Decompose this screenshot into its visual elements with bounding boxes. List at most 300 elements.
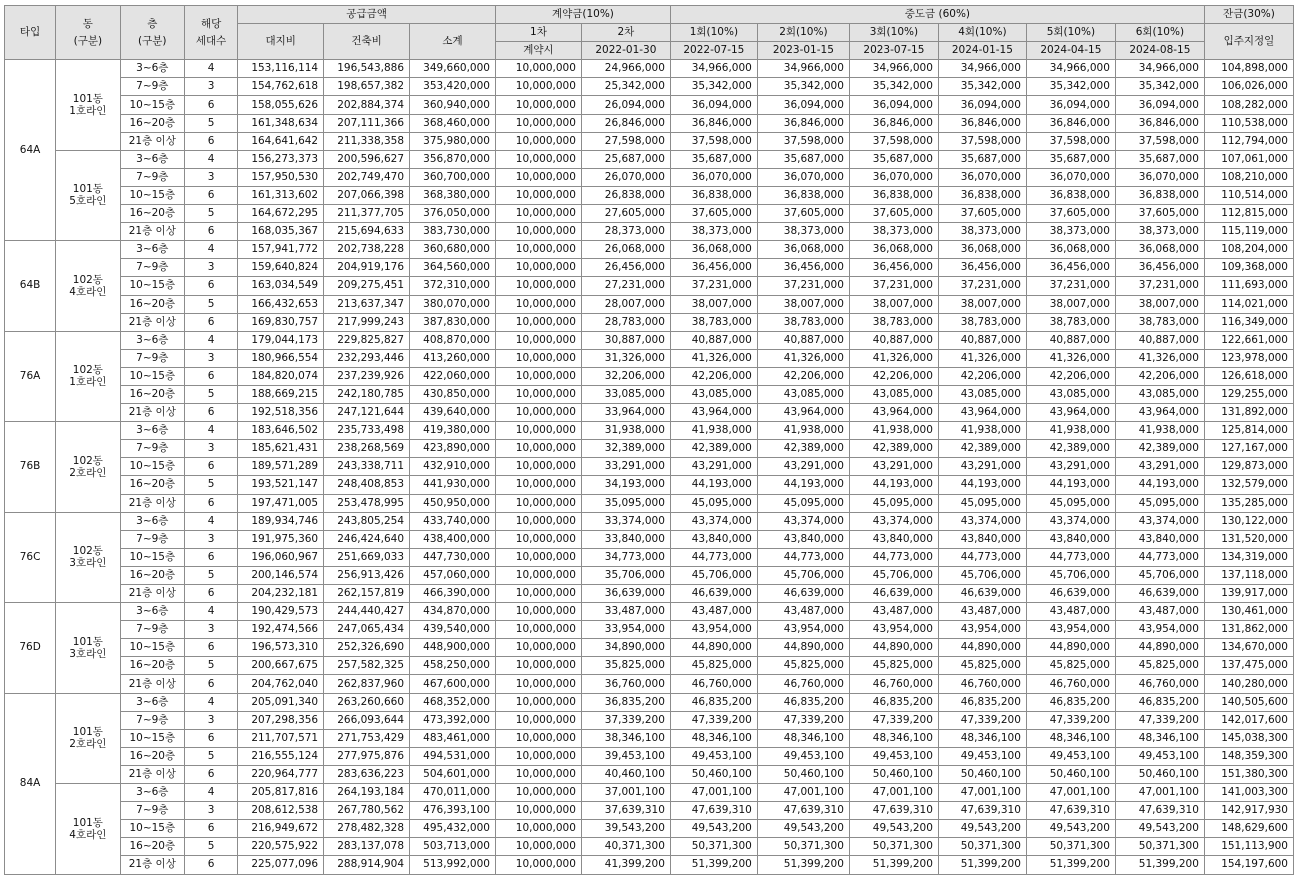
middle-6-cell: 47,339,200	[1115, 711, 1204, 729]
table-row	[5, 132, 1294, 150]
middle-5-cell: 41,326,000	[1026, 349, 1115, 367]
balance-cell: 107,061,000	[1204, 150, 1293, 168]
subtotal-cell: 457,060,000	[410, 566, 496, 584]
subtotal-cell: 430,850,000	[410, 385, 496, 403]
middle-5-cell: 36,070,000	[1026, 168, 1115, 186]
middle-4-cell: 43,085,000	[938, 385, 1026, 403]
contract-1-cell: 10,000,000	[495, 277, 581, 295]
middle-3-cell: 43,291,000	[849, 458, 938, 476]
contract-2-cell: 35,825,000	[581, 657, 670, 675]
balance-cell: 123,978,000	[1204, 349, 1293, 367]
middle-5-cell: 47,639,310	[1026, 802, 1115, 820]
dong-cell	[56, 422, 120, 512]
middle-3-cell: 44,773,000	[849, 548, 938, 566]
land-cell: 205,817,816	[238, 784, 324, 802]
balance-cell: 130,122,000	[1204, 512, 1293, 530]
middle-4-cell: 45,095,000	[938, 494, 1026, 512]
land-cell: 204,232,181	[238, 585, 324, 603]
units-cell: 4	[185, 241, 238, 259]
units-cell: 6	[185, 494, 238, 512]
subtotal-cell: 504,601,000	[410, 765, 496, 783]
subtotal-cell: 433,740,000	[410, 512, 496, 530]
subtotal-cell: 483,461,000	[410, 729, 496, 747]
contract-2-cell: 34,890,000	[581, 639, 670, 657]
land-cell: 163,034,549	[238, 277, 324, 295]
units-cell: 3	[185, 259, 238, 277]
type-cell: 76C	[5, 512, 56, 602]
building-cell: 278,482,328	[324, 820, 410, 838]
land-cell: 204,762,040	[238, 675, 324, 693]
middle-2-cell: 36,456,000	[757, 259, 849, 277]
middle-2-cell: 41,326,000	[757, 349, 849, 367]
floor-cell: 16~20층	[120, 205, 184, 223]
subtotal-cell: 387,830,000	[410, 313, 496, 331]
middle-1-cell: 48,346,100	[670, 729, 757, 747]
balance-cell: 145,038,300	[1204, 729, 1293, 747]
middle-2-cell: 44,890,000	[757, 639, 849, 657]
dong-cell	[56, 241, 120, 331]
middle-1-cell: 50,371,300	[670, 838, 757, 856]
balance-cell: 131,892,000	[1204, 404, 1293, 422]
land-cell: 154,762,618	[238, 78, 324, 96]
land-cell: 200,146,574	[238, 566, 324, 584]
floor-cell: 7~9층	[120, 621, 184, 639]
middle-3-cell: 36,838,000	[849, 186, 938, 204]
middle-1-cell: 38,007,000	[670, 295, 757, 313]
middle-3-cell: 34,966,000	[849, 60, 938, 78]
land-cell: 161,313,602	[238, 186, 324, 204]
units-cell: 3	[185, 802, 238, 820]
land-cell: 193,521,147	[238, 476, 324, 494]
table-row	[5, 150, 1294, 168]
middle-4-cell: 41,326,000	[938, 349, 1026, 367]
middle-4-cell: 46,639,000	[938, 585, 1026, 603]
header-middle-5-date: 2024-04-15	[1026, 42, 1115, 60]
land-cell: 156,273,373	[238, 150, 324, 168]
middle-1-cell: 43,840,000	[670, 530, 757, 548]
contract-2-cell: 24,966,000	[581, 60, 670, 78]
land-cell: 191,975,360	[238, 530, 324, 548]
table-row	[5, 205, 1294, 223]
contract-1-cell: 10,000,000	[495, 422, 581, 440]
subtotal-cell: 360,700,000	[410, 168, 496, 186]
middle-3-cell: 47,001,100	[849, 784, 938, 802]
contract-2-cell: 32,206,000	[581, 367, 670, 385]
middle-6-cell: 35,342,000	[1115, 78, 1204, 96]
units-cell: 6	[185, 277, 238, 295]
building-cell: 271,753,429	[324, 729, 410, 747]
middle-1-cell: 42,389,000	[670, 440, 757, 458]
middle-3-cell: 46,760,000	[849, 675, 938, 693]
middle-1-cell: 46,760,000	[670, 675, 757, 693]
land-cell: 192,474,566	[238, 621, 324, 639]
balance-cell: 127,167,000	[1204, 440, 1293, 458]
building-cell: 209,275,451	[324, 277, 410, 295]
subtotal-cell: 413,260,000	[410, 349, 496, 367]
middle-5-cell: 43,840,000	[1026, 530, 1115, 548]
middle-5-cell: 49,543,200	[1026, 820, 1115, 838]
dong-label: 102동 1호라인	[69, 364, 107, 389]
table-row	[5, 820, 1294, 838]
building-cell: 251,669,033	[324, 548, 410, 566]
balance-cell: 132,579,000	[1204, 476, 1293, 494]
units-cell: 4	[185, 150, 238, 168]
middle-2-cell: 37,231,000	[757, 277, 849, 295]
balance-cell: 134,319,000	[1204, 548, 1293, 566]
middle-1-cell: 43,374,000	[670, 512, 757, 530]
middle-4-cell: 36,456,000	[938, 259, 1026, 277]
balance-cell: 111,693,000	[1204, 277, 1293, 295]
middle-4-cell: 42,206,000	[938, 367, 1026, 385]
balance-cell: 129,255,000	[1204, 385, 1293, 403]
middle-3-cell: 36,846,000	[849, 114, 938, 132]
balance-cell: 115,119,000	[1204, 223, 1293, 241]
middle-1-cell: 51,399,200	[670, 856, 757, 874]
middle-4-cell: 35,687,000	[938, 150, 1026, 168]
contract-1-cell: 10,000,000	[495, 313, 581, 331]
contract-1-cell: 10,000,000	[495, 548, 581, 566]
middle-1-cell: 50,460,100	[670, 765, 757, 783]
units-cell: 4	[185, 784, 238, 802]
middle-4-cell: 41,938,000	[938, 422, 1026, 440]
middle-6-cell: 45,095,000	[1115, 494, 1204, 512]
middle-5-cell: 43,954,000	[1026, 621, 1115, 639]
contract-1-cell: 10,000,000	[495, 440, 581, 458]
middle-2-cell: 35,342,000	[757, 78, 849, 96]
middle-3-cell: 38,783,000	[849, 313, 938, 331]
middle-4-cell: 36,846,000	[938, 114, 1026, 132]
table-row	[5, 96, 1294, 114]
middle-3-cell: 47,639,310	[849, 802, 938, 820]
middle-1-cell: 43,487,000	[670, 603, 757, 621]
middle-4-cell: 36,070,000	[938, 168, 1026, 186]
type-cell: 76A	[5, 331, 56, 421]
dong-label: 101동 3호라인	[69, 635, 107, 660]
contract-2-cell: 28,373,000	[581, 223, 670, 241]
middle-5-cell: 51,399,200	[1026, 856, 1115, 874]
floor-cell: 10~15층	[120, 96, 184, 114]
units-cell: 6	[185, 458, 238, 476]
header-contract-2-date: 2022-01-30	[581, 42, 670, 60]
middle-3-cell: 41,938,000	[849, 422, 938, 440]
land-cell: 158,055,626	[238, 96, 324, 114]
balance-cell: 131,520,000	[1204, 530, 1293, 548]
table-row	[5, 765, 1294, 783]
building-cell: 196,543,886	[324, 60, 410, 78]
units-cell: 6	[185, 765, 238, 783]
land-cell: 216,949,672	[238, 820, 324, 838]
floor-cell: 21층 이상	[120, 404, 184, 422]
building-cell: 207,111,366	[324, 114, 410, 132]
middle-2-cell: 43,291,000	[757, 458, 849, 476]
middle-6-cell: 37,605,000	[1115, 205, 1204, 223]
contract-1-cell: 10,000,000	[495, 132, 581, 150]
middle-2-cell: 48,346,100	[757, 729, 849, 747]
building-cell: 207,066,398	[324, 186, 410, 204]
floor-cell: 16~20층	[120, 747, 184, 765]
land-cell: 161,348,634	[238, 114, 324, 132]
header-middle-6-date: 2024-08-15	[1115, 42, 1204, 60]
contract-2-cell: 27,598,000	[581, 132, 670, 150]
contract-2-cell: 36,835,200	[581, 693, 670, 711]
land-cell: 157,950,530	[238, 168, 324, 186]
middle-6-cell: 42,206,000	[1115, 367, 1204, 385]
middle-4-cell: 38,783,000	[938, 313, 1026, 331]
table-row	[5, 603, 1294, 621]
header-middle-2-date: 2023-01-15	[757, 42, 849, 60]
header-middle-4-date: 2024-01-15	[938, 42, 1026, 60]
contract-2-cell: 31,938,000	[581, 422, 670, 440]
balance-cell: 131,862,000	[1204, 621, 1293, 639]
supply-price-table	[4, 5, 1294, 875]
contract-1-cell: 10,000,000	[495, 747, 581, 765]
floor-cell: 3~6층	[120, 60, 184, 78]
contract-2-cell: 39,453,100	[581, 747, 670, 765]
floor-cell: 16~20층	[120, 838, 184, 856]
contract-1-cell: 10,000,000	[495, 349, 581, 367]
land-cell: 189,934,746	[238, 512, 324, 530]
units-cell: 6	[185, 96, 238, 114]
subtotal-cell: 503,713,000	[410, 838, 496, 856]
land-cell: 197,471,005	[238, 494, 324, 512]
middle-2-cell: 47,339,200	[757, 711, 849, 729]
contract-2-cell: 25,342,000	[581, 78, 670, 96]
table-row	[5, 331, 1294, 349]
middle-1-cell: 45,706,000	[670, 566, 757, 584]
middle-4-cell: 44,193,000	[938, 476, 1026, 494]
building-cell: 211,338,358	[324, 132, 410, 150]
building-cell: 232,293,446	[324, 349, 410, 367]
middle-6-cell: 50,460,100	[1115, 765, 1204, 783]
building-cell: 242,180,785	[324, 385, 410, 403]
middle-2-cell: 38,007,000	[757, 295, 849, 313]
middle-2-cell: 43,085,000	[757, 385, 849, 403]
building-cell: 237,239,926	[324, 367, 410, 385]
units-cell: 6	[185, 639, 238, 657]
middle-3-cell: 41,326,000	[849, 349, 938, 367]
contract-1-cell: 10,000,000	[495, 512, 581, 530]
middle-4-cell: 44,773,000	[938, 548, 1026, 566]
middle-4-cell: 40,887,000	[938, 331, 1026, 349]
middle-6-cell: 44,890,000	[1115, 639, 1204, 657]
contract-2-cell: 37,001,100	[581, 784, 670, 802]
floor-cell: 3~6층	[120, 422, 184, 440]
dong-cell	[56, 693, 120, 783]
dong-cell	[56, 331, 120, 421]
middle-1-cell: 44,193,000	[670, 476, 757, 494]
middle-1-cell: 37,231,000	[670, 277, 757, 295]
contract-1-cell: 10,000,000	[495, 494, 581, 512]
floor-cell: 3~6층	[120, 784, 184, 802]
header-middle-5: 5회(10%)	[1026, 24, 1115, 42]
middle-6-cell: 36,846,000	[1115, 114, 1204, 132]
middle-4-cell: 46,760,000	[938, 675, 1026, 693]
middle-1-cell: 36,094,000	[670, 96, 757, 114]
balance-cell: 148,629,600	[1204, 820, 1293, 838]
middle-5-cell: 41,938,000	[1026, 422, 1115, 440]
middle-3-cell: 36,456,000	[849, 259, 938, 277]
middle-4-cell: 47,339,200	[938, 711, 1026, 729]
middle-2-cell: 45,095,000	[757, 494, 849, 512]
floor-cell: 10~15층	[120, 186, 184, 204]
middle-5-cell: 43,964,000	[1026, 404, 1115, 422]
middle-3-cell: 50,371,300	[849, 838, 938, 856]
floor-cell: 10~15층	[120, 277, 184, 295]
dong-label: 101동 1호라인	[69, 93, 107, 118]
contract-2-cell: 38,346,100	[581, 729, 670, 747]
table-row	[5, 422, 1294, 440]
middle-3-cell: 38,373,000	[849, 223, 938, 241]
middle-4-cell: 43,487,000	[938, 603, 1026, 621]
contract-1-cell: 10,000,000	[495, 458, 581, 476]
middle-6-cell: 38,007,000	[1115, 295, 1204, 313]
middle-1-cell: 36,838,000	[670, 186, 757, 204]
building-cell: 262,157,819	[324, 585, 410, 603]
middle-1-cell: 43,291,000	[670, 458, 757, 476]
header-middle-3: 3회(10%)	[849, 24, 938, 42]
header-type: 타입	[5, 6, 56, 60]
middle-3-cell: 35,687,000	[849, 150, 938, 168]
middle-6-cell: 46,639,000	[1115, 585, 1204, 603]
contract-2-cell: 37,339,200	[581, 711, 670, 729]
balance-cell: 108,204,000	[1204, 241, 1293, 259]
floor-cell: 3~6층	[120, 241, 184, 259]
middle-6-cell: 44,193,000	[1115, 476, 1204, 494]
table-row	[5, 657, 1294, 675]
land-cell: 220,964,777	[238, 765, 324, 783]
land-cell: 164,672,295	[238, 205, 324, 223]
floor-cell: 7~9층	[120, 349, 184, 367]
table-row	[5, 367, 1294, 385]
middle-4-cell: 45,706,000	[938, 566, 1026, 584]
units-cell: 6	[185, 223, 238, 241]
contract-2-cell: 26,094,000	[581, 96, 670, 114]
middle-1-cell: 41,938,000	[670, 422, 757, 440]
middle-2-cell: 43,487,000	[757, 603, 849, 621]
contract-2-cell: 33,085,000	[581, 385, 670, 403]
middle-3-cell: 44,890,000	[849, 639, 938, 657]
contract-1-cell: 10,000,000	[495, 729, 581, 747]
subtotal-cell: 408,870,000	[410, 331, 496, 349]
middle-3-cell: 45,825,000	[849, 657, 938, 675]
table-row	[5, 711, 1294, 729]
middle-3-cell: 46,639,000	[849, 585, 938, 603]
subtotal-cell: 383,730,000	[410, 223, 496, 241]
middle-1-cell: 47,001,100	[670, 784, 757, 802]
balance-cell: 109,368,000	[1204, 259, 1293, 277]
subtotal-cell: 419,380,000	[410, 422, 496, 440]
middle-3-cell: 43,487,000	[849, 603, 938, 621]
middle-1-cell: 43,954,000	[670, 621, 757, 639]
contract-1-cell: 10,000,000	[495, 241, 581, 259]
middle-3-cell: 49,543,200	[849, 820, 938, 838]
balance-cell: 122,661,000	[1204, 331, 1293, 349]
middle-5-cell: 43,291,000	[1026, 458, 1115, 476]
units-cell: 6	[185, 856, 238, 874]
contract-2-cell: 27,231,000	[581, 277, 670, 295]
contract-1-cell: 10,000,000	[495, 168, 581, 186]
contract-2-cell: 33,291,000	[581, 458, 670, 476]
balance-cell: 137,475,000	[1204, 657, 1293, 675]
middle-4-cell: 51,399,200	[938, 856, 1026, 874]
middle-5-cell: 44,193,000	[1026, 476, 1115, 494]
subtotal-cell: 450,950,000	[410, 494, 496, 512]
building-cell: 200,596,627	[324, 150, 410, 168]
middle-3-cell: 40,887,000	[849, 331, 938, 349]
subtotal-cell: 494,531,000	[410, 747, 496, 765]
dong-cell	[56, 150, 120, 240]
contract-1-cell: 10,000,000	[495, 205, 581, 223]
middle-1-cell: 38,783,000	[670, 313, 757, 331]
middle-6-cell: 38,373,000	[1115, 223, 1204, 241]
table-row	[5, 476, 1294, 494]
contract-2-cell: 33,374,000	[581, 512, 670, 530]
middle-6-cell: 49,543,200	[1115, 820, 1204, 838]
middle-1-cell: 41,326,000	[670, 349, 757, 367]
balance-cell: 151,113,900	[1204, 838, 1293, 856]
header-middle-1-date: 2022-07-15	[670, 42, 757, 60]
table-row	[5, 458, 1294, 476]
table-row	[5, 168, 1294, 186]
units-cell: 3	[185, 78, 238, 96]
land-cell: 166,432,653	[238, 295, 324, 313]
middle-6-cell: 46,835,200	[1115, 693, 1204, 711]
contract-2-cell: 40,371,300	[581, 838, 670, 856]
middle-4-cell: 48,346,100	[938, 729, 1026, 747]
units-cell: 5	[185, 205, 238, 223]
middle-5-cell: 35,687,000	[1026, 150, 1115, 168]
floor-cell: 3~6층	[120, 693, 184, 711]
units-cell: 4	[185, 331, 238, 349]
middle-2-cell: 36,838,000	[757, 186, 849, 204]
middle-2-cell: 42,389,000	[757, 440, 849, 458]
floor-cell: 10~15층	[120, 639, 184, 657]
middle-6-cell: 47,639,310	[1115, 802, 1204, 820]
subtotal-cell: 513,992,000	[410, 856, 496, 874]
units-cell: 3	[185, 711, 238, 729]
middle-1-cell: 49,543,200	[670, 820, 757, 838]
middle-1-cell: 36,068,000	[670, 241, 757, 259]
contract-1-cell: 10,000,000	[495, 639, 581, 657]
middle-3-cell: 44,193,000	[849, 476, 938, 494]
units-cell: 5	[185, 566, 238, 584]
dong-label: 102동 3호라인	[69, 545, 107, 570]
middle-1-cell: 44,773,000	[670, 548, 757, 566]
dong-label: 101동 2호라인	[69, 726, 107, 751]
header-middle-2: 2회(10%)	[757, 24, 849, 42]
middle-3-cell: 50,460,100	[849, 765, 938, 783]
type-cell: 76D	[5, 603, 56, 693]
land-cell: 159,640,824	[238, 259, 324, 277]
units-cell: 4	[185, 512, 238, 530]
middle-5-cell: 45,706,000	[1026, 566, 1115, 584]
header-supply: 공급금액	[238, 6, 496, 24]
contract-2-cell: 33,840,000	[581, 530, 670, 548]
middle-3-cell: 36,094,000	[849, 96, 938, 114]
middle-6-cell: 36,070,000	[1115, 168, 1204, 186]
subtotal-cell: 468,352,000	[410, 693, 496, 711]
middle-6-cell: 48,346,100	[1115, 729, 1204, 747]
middle-3-cell: 48,346,100	[849, 729, 938, 747]
floor-cell: 16~20층	[120, 657, 184, 675]
contract-1-cell: 10,000,000	[495, 223, 581, 241]
middle-4-cell: 36,068,000	[938, 241, 1026, 259]
middle-4-cell: 37,598,000	[938, 132, 1026, 150]
subtotal-cell: 448,900,000	[410, 639, 496, 657]
middle-4-cell: 37,231,000	[938, 277, 1026, 295]
middle-4-cell: 50,371,300	[938, 838, 1026, 856]
middle-5-cell: 46,639,000	[1026, 585, 1115, 603]
